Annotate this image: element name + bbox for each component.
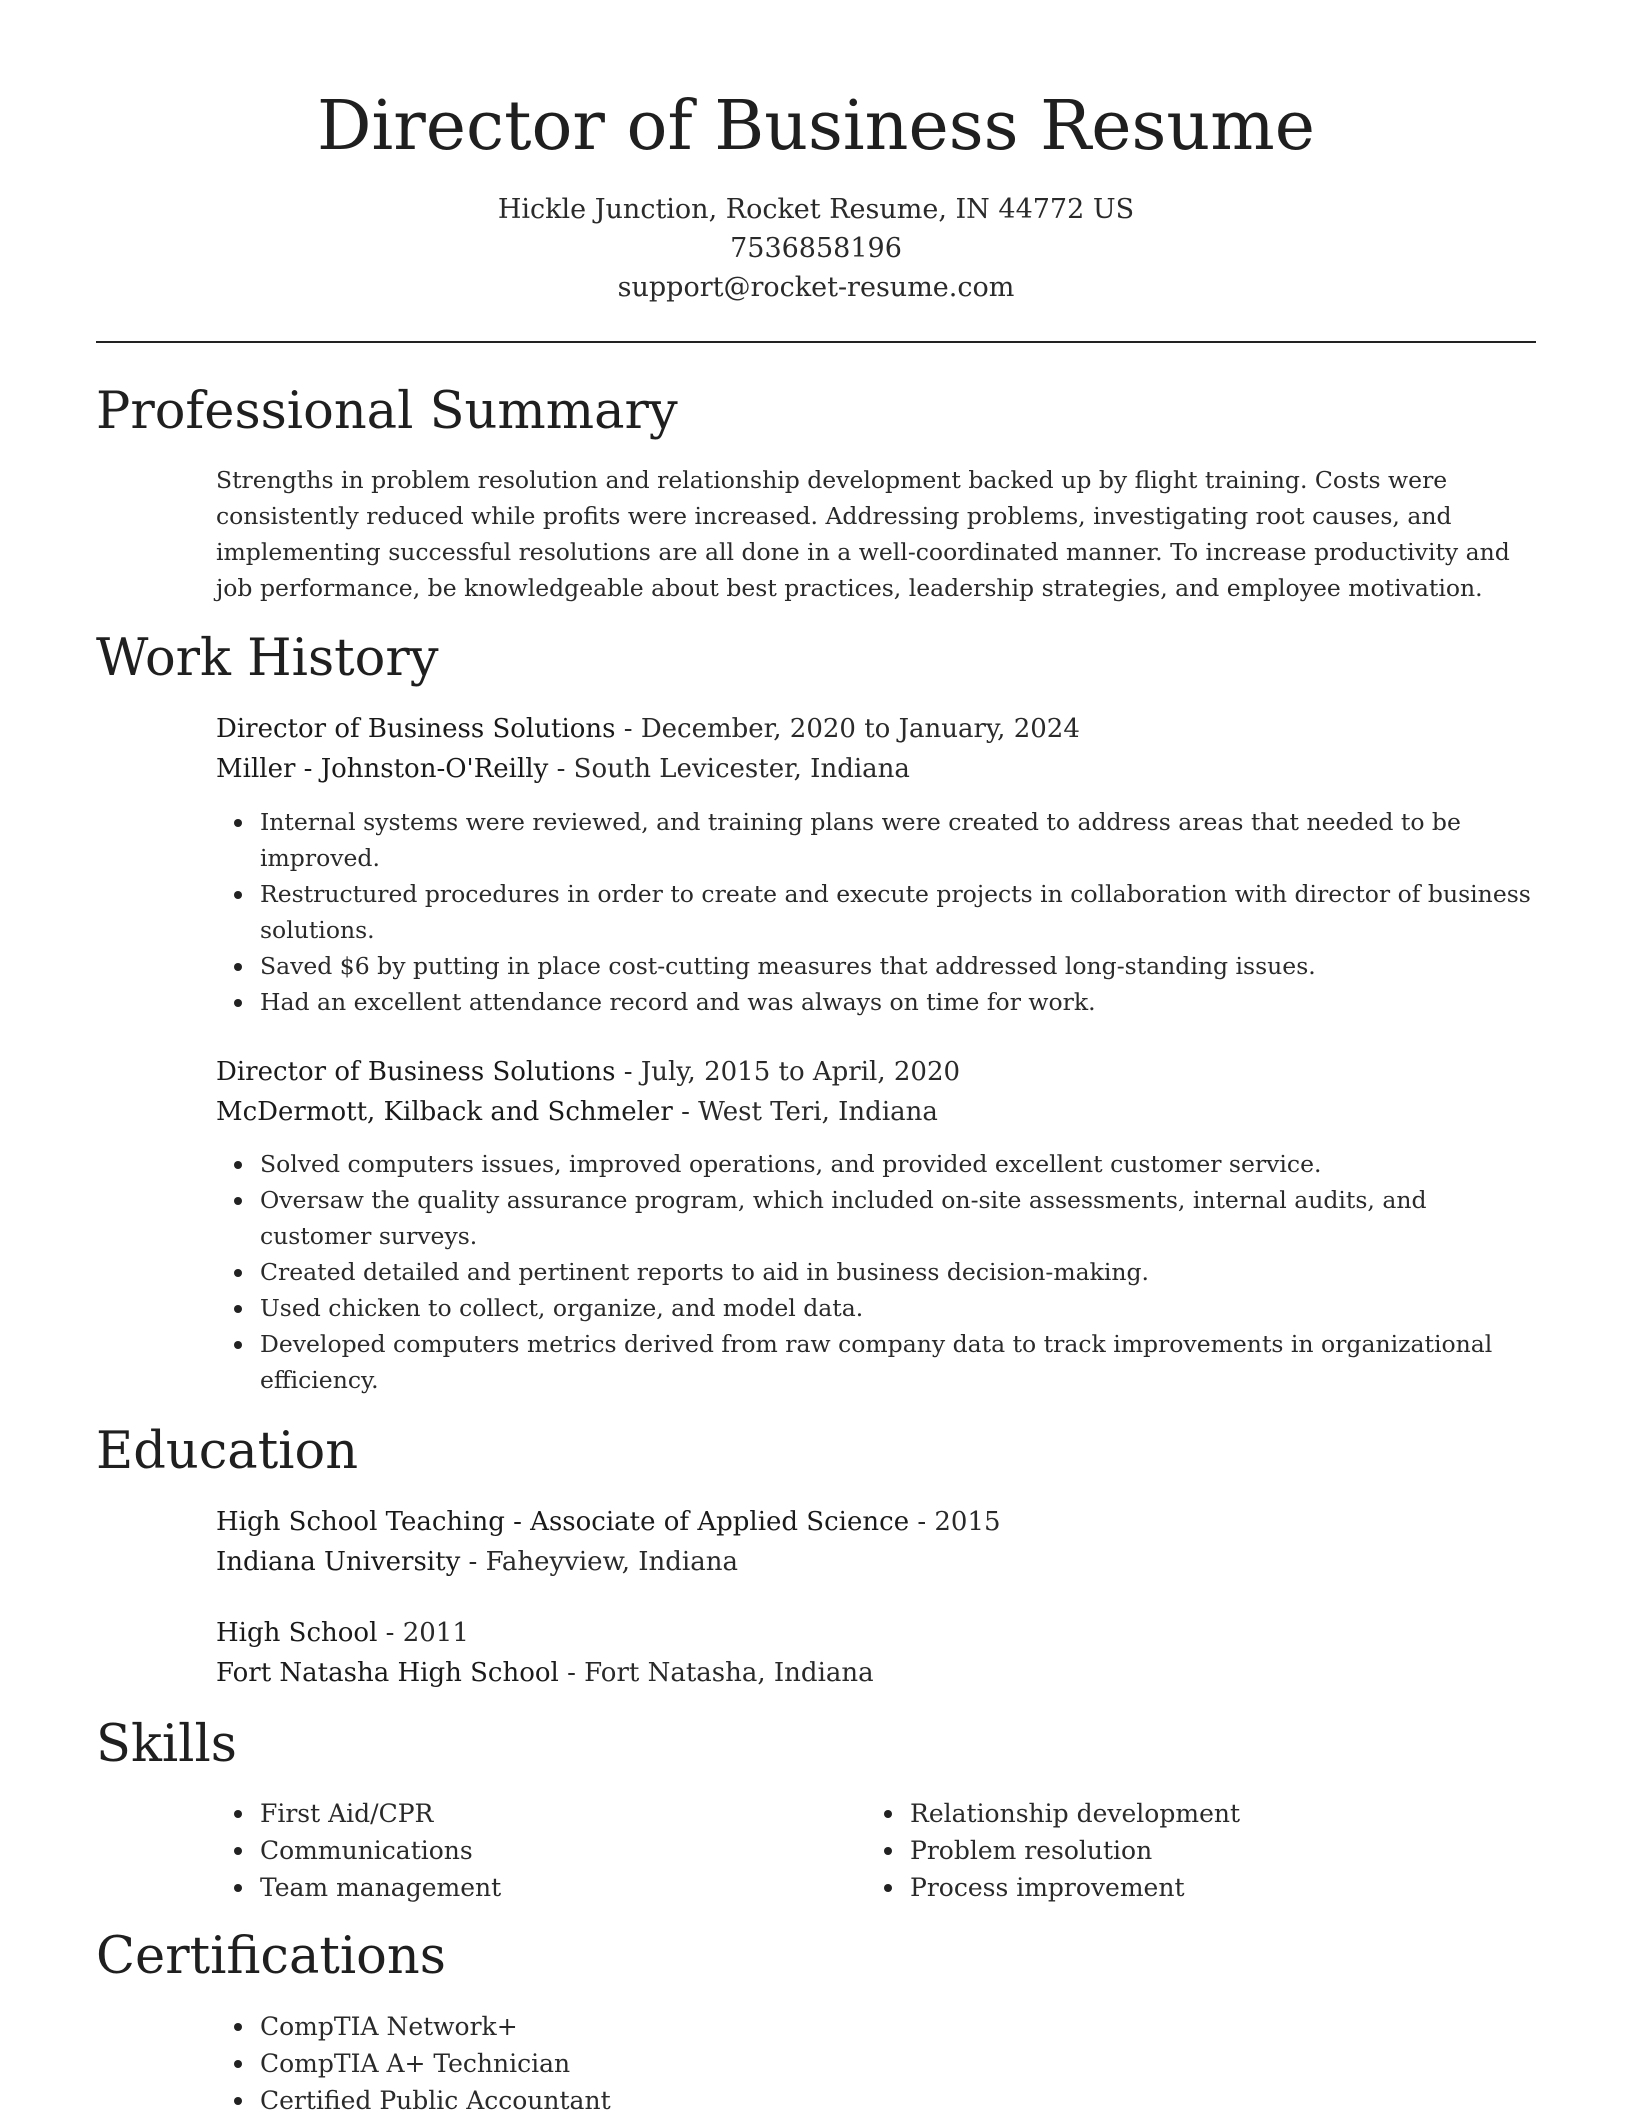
job-bullets [260,1146,1536,1398]
list-item: Restructured procedures in order to create and execute projects in collaboration with director of business solutions. [260,876,1536,948]
resume-title: Director of Business Resume [317,87,1315,166]
job-company-line [216,749,1536,789]
education-degree-line [216,1502,1536,1542]
section-title-work-history: Work History [96,629,439,688]
education-school: Indiana University [216,1547,461,1577]
job-dates: - July, 2015 to April, 2020 [615,1057,961,1087]
job-location: - West Teri, Indiana [672,1097,938,1127]
education-entry [216,1502,1536,1582]
skills-list-left [260,1795,501,1906]
job-title-line [216,709,1536,749]
job-location: - South Levicester, Indiana [548,754,910,784]
education-school-line [216,1653,1536,1693]
job-title: Director of Business Solutions [216,1057,616,1087]
job-company: Miller - Johnston-O'Reilly [216,754,549,784]
section-title-education: Education [96,1422,359,1481]
header-divider [96,341,1536,343]
education-school-line [216,1542,1536,1582]
education-year: - 2015 [909,1507,1001,1537]
job-bullets [260,804,1536,1020]
summary-text: Strengths in problem resolution and relationship development backed up by flight training. Costs were consistently reduced while profits were increased. Addressing problems, investigating root causes, and implementing successful resolutions are all done in a well-coordinated manner. To increase productivity and job performance, be knowledgeable about best practices, leadership strategies, and employee motivation. [216,466,1510,602]
education-degree: High School Teaching - Associate of Applied Science [216,1507,910,1537]
list-item: Solved computers issues, improved operations, and provided excellent customer service. [260,1146,1536,1182]
education-degree-line [216,1613,1536,1653]
job-dates: - December, 2020 to January, 2024 [615,714,1080,744]
education-entry [216,1613,1536,1693]
education-location: - Fort Natasha, Indiana [558,1658,874,1688]
list-item: Developed computers metrics derived from raw company data to track improvements in organizational efficiency. [260,1326,1536,1398]
list-item: Oversaw the quality assurance program, which included on-site assessments, internal audits, and customer surveys. [260,1182,1536,1254]
section-title-summary: Professional Summary [96,382,678,441]
contact-address: Hickle Junction, Rocket Resume, IN 44772 US [497,194,1135,225]
list-item: Created detailed and pertinent reports to aid in business decision-making. [260,1254,1536,1290]
job-title: Director of Business Solutions [216,714,616,744]
certification-item: CompTIA Network+ [260,2008,611,2045]
list-item: Had an excellent attendance record and was always on time for work. [260,984,1536,1020]
job-title-line [216,1052,1536,1092]
contact-phone: 7536858196 [730,233,902,264]
certifications-list [260,2008,611,2119]
certification-item: CompTIA A+ Technician [260,2045,611,2082]
skill-item: Relationship development [910,1795,1240,1832]
job-entry [216,709,1536,789]
education-school: Fort Natasha High School [216,1658,559,1688]
education-degree: High School [216,1618,378,1648]
education-location: - Faheyview, Indiana [460,1547,738,1577]
skill-item: Problem resolution [910,1832,1240,1869]
section-title-skills: Skills [96,1715,237,1774]
education-year: - 2011 [377,1618,469,1648]
job-company-line [216,1092,1536,1132]
job-company: McDermott, Kilback and Schmeler [216,1097,673,1127]
certification-item: Certified Public Accountant [260,2082,611,2119]
section-title-certifications: Certifications [96,1927,446,1986]
skills-list-right [910,1795,1240,1906]
list-item: Saved $6 by putting in place cost-cutting measures that addressed long-standing issues. [260,948,1536,984]
skill-item: First Aid/CPR [260,1795,501,1832]
contact-block [96,190,1536,307]
list-item: Internal systems were reviewed, and training plans were created to address areas that needed to be improved. [260,804,1536,876]
skill-item: Process improvement [910,1869,1240,1906]
job-entry [216,1052,1536,1132]
skill-item: Communications [260,1832,501,1869]
skill-item: Team management [260,1869,501,1906]
contact-email: support@rocket-resume.com [617,272,1015,303]
list-item: Used chicken to collect, organize, and model data. [260,1290,1536,1326]
